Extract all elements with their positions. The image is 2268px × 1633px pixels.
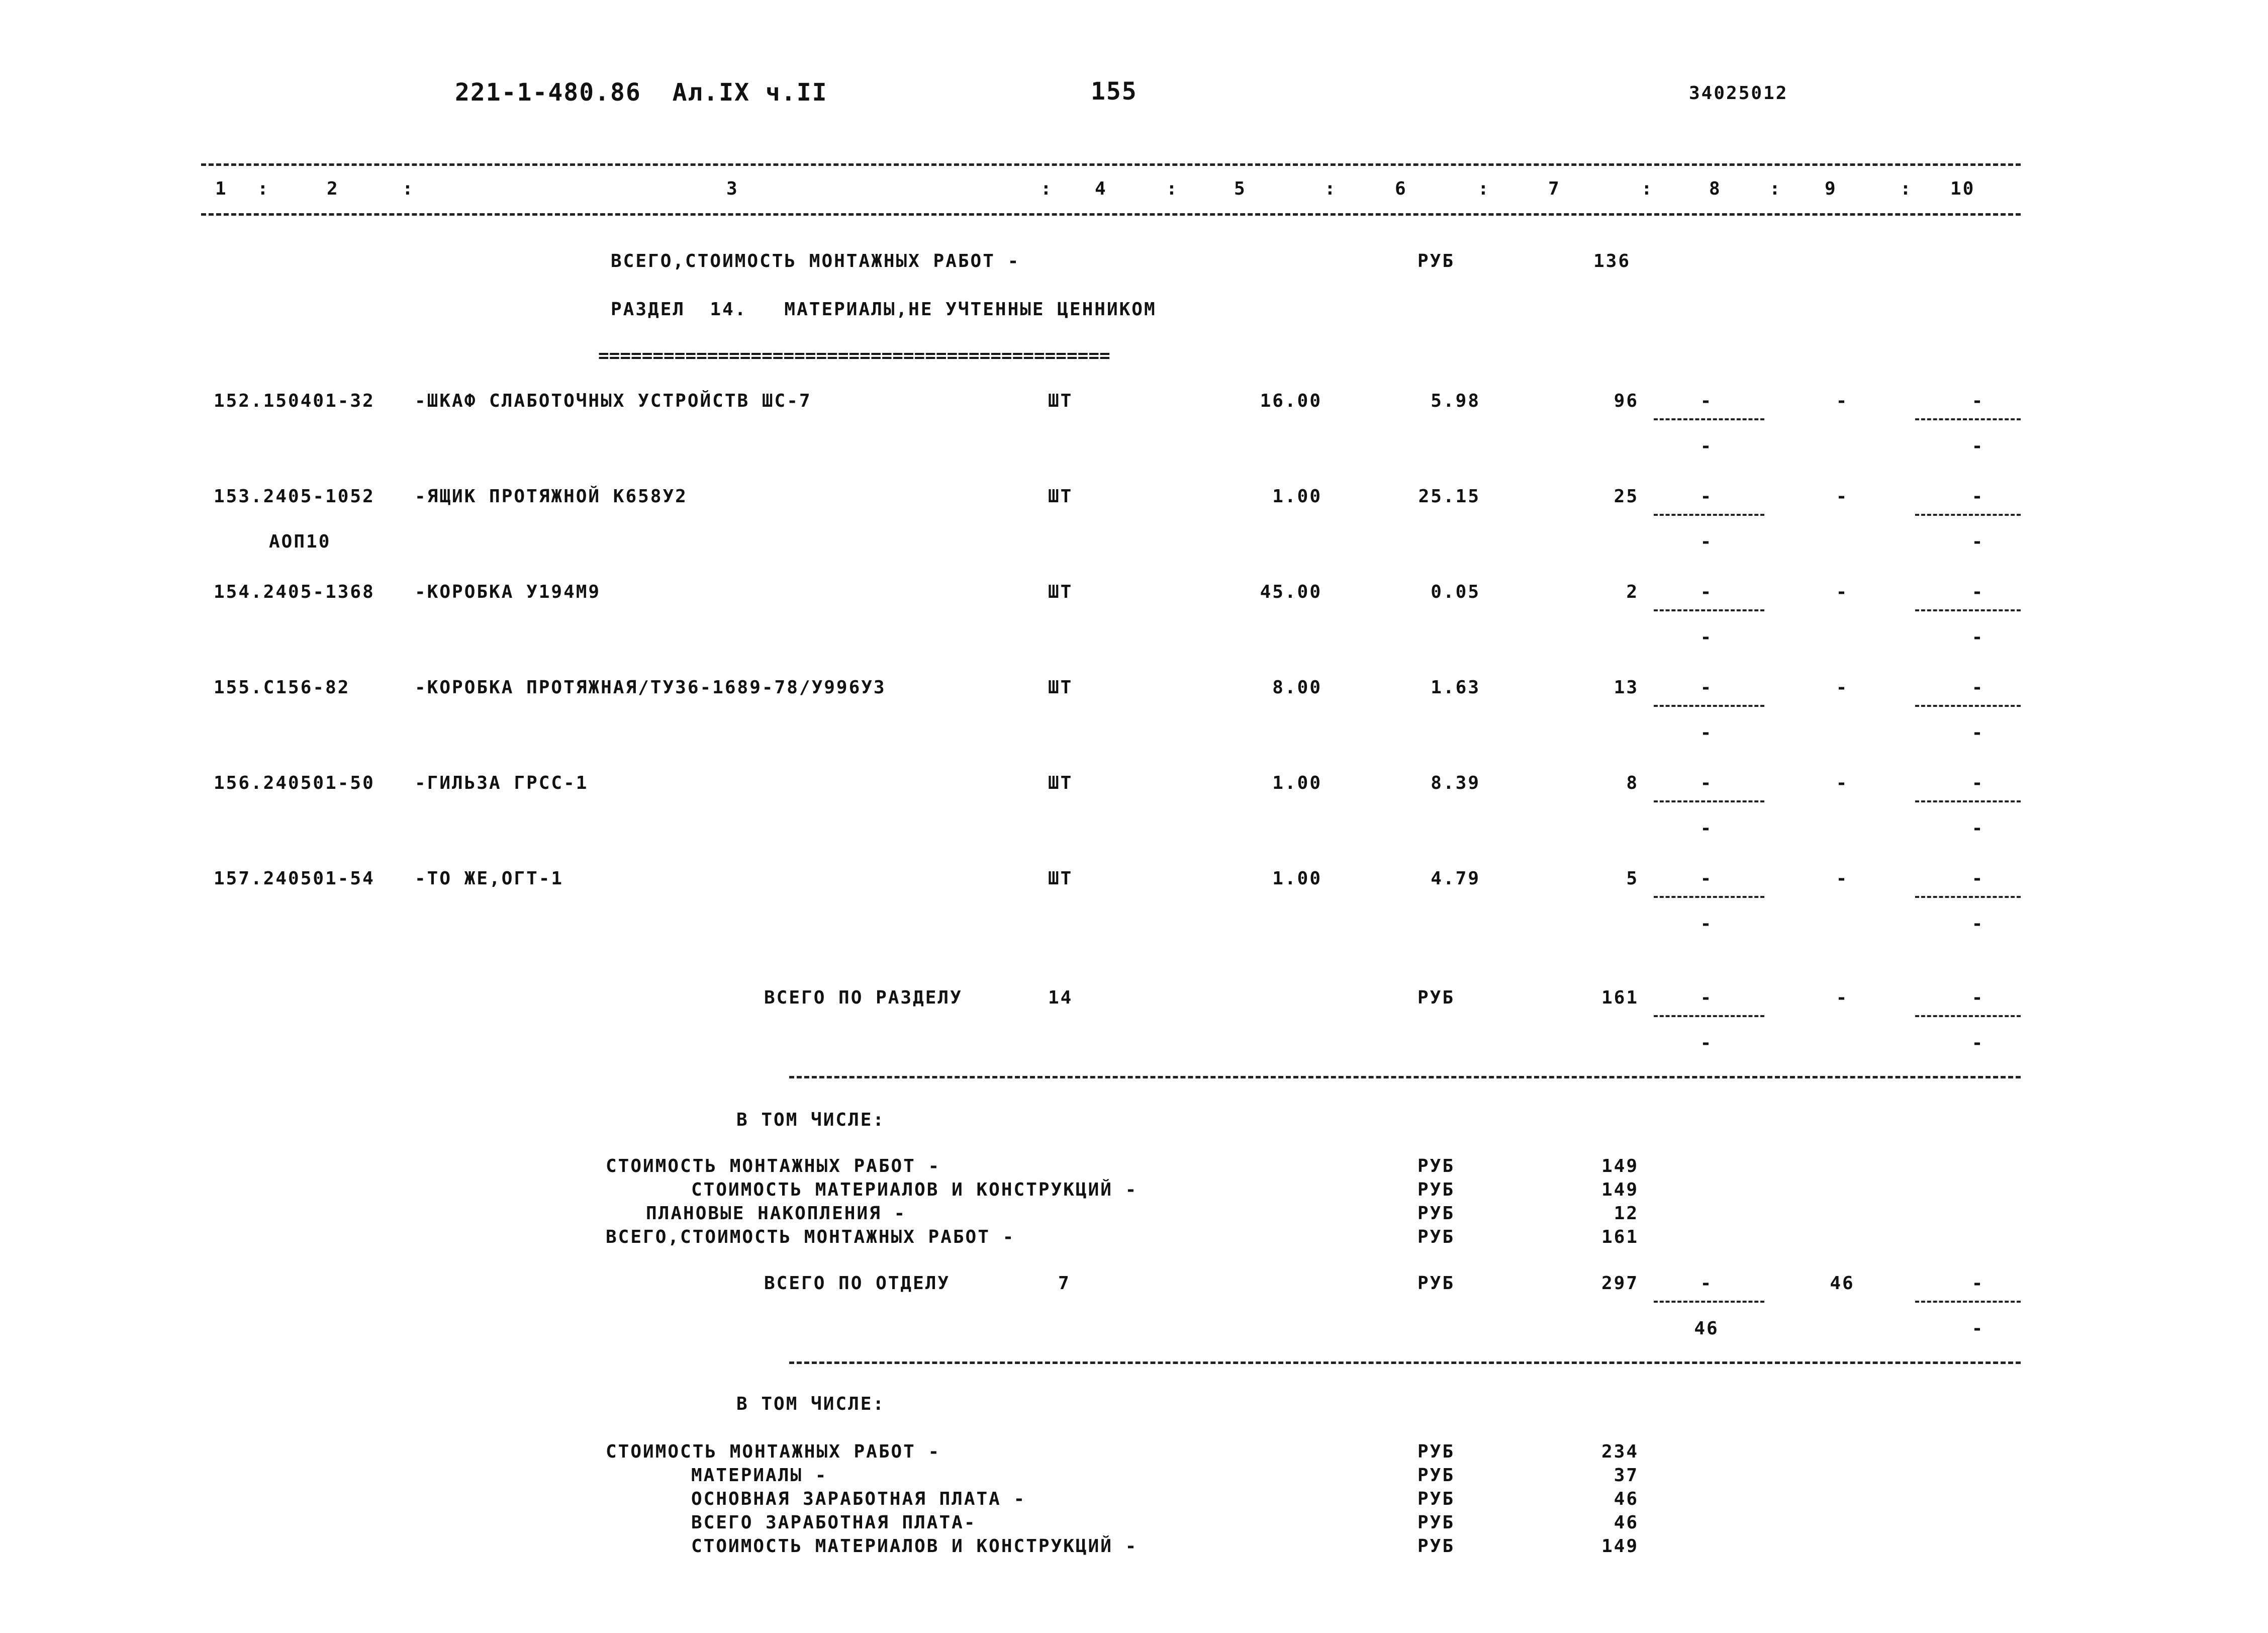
item-col9: - bbox=[1836, 677, 1849, 698]
column-separator: : bbox=[257, 178, 270, 199]
item-total: 2 bbox=[1626, 582, 1639, 602]
department-total-col8-top: - bbox=[1700, 1273, 1713, 1294]
item-col9: - bbox=[1836, 868, 1849, 889]
column-separator: : bbox=[1166, 178, 1179, 199]
item-col8-top: - bbox=[1700, 868, 1713, 889]
breakdown-unit: РУБ bbox=[1418, 1227, 1455, 1247]
breakdown-value: 46 bbox=[1614, 1489, 1639, 1509]
column-number: 5 bbox=[1234, 178, 1247, 199]
breakdown-label: ПЛАНОВЫЕ НАКОПЛЕНИЯ - bbox=[646, 1203, 907, 1224]
item-col8-bottom: - bbox=[1700, 722, 1713, 743]
item-col8-rule bbox=[1654, 418, 1764, 420]
breakdown-value: 149 bbox=[1601, 1536, 1639, 1557]
item-name: -ТО ЖЕ,ОГТ-1 bbox=[415, 868, 564, 889]
item-unit: ШТ bbox=[1048, 486, 1073, 507]
breakdown-value: 37 bbox=[1614, 1465, 1639, 1486]
header-rule-bottom bbox=[201, 213, 2021, 216]
department-total-unit: РУБ bbox=[1418, 1273, 1455, 1294]
item-name: -ШКАФ СЛАБОТОЧНЫХ УСТРОЙСТВ ШС-7 bbox=[415, 391, 812, 411]
department-total-col8-bottom: 46 bbox=[1694, 1318, 1719, 1339]
breakdown-label: ВСЕГО,СТОИМОСТЬ МОНТАЖНЫХ РАБОТ - bbox=[606, 1227, 1015, 1247]
item-code: 153.2405-1052 bbox=[214, 486, 375, 507]
column-number: 3 bbox=[726, 178, 739, 199]
item-name: -КОРОБКА У194М9 bbox=[415, 582, 601, 602]
item-quantity: 1.00 bbox=[1272, 486, 1322, 507]
breakdown-unit: РУБ bbox=[1418, 1536, 1455, 1557]
item-code: 152.150401-32 bbox=[214, 391, 375, 411]
section-title-underline: =============================================== bbox=[598, 345, 1110, 366]
breakdown-label: СТОИМОСТЬ МОНТАЖНЫХ РАБОТ - bbox=[606, 1156, 941, 1176]
item-quantity: 45.00 bbox=[1260, 582, 1322, 602]
section-total-col8-rule bbox=[1654, 1015, 1764, 1017]
item-unit: ШТ bbox=[1048, 677, 1073, 698]
item-col10-top: - bbox=[1971, 677, 1984, 698]
item-col10-top: - bbox=[1971, 582, 1984, 602]
breakdown-label: СТОИМОСТЬ МАТЕРИАЛОВ И КОНСТРУКЦИЙ - bbox=[691, 1536, 1138, 1557]
breakdown-label: МАТЕРИАЛЫ - bbox=[691, 1465, 828, 1486]
item-unit: ШТ bbox=[1048, 868, 1073, 889]
item-unit-price: 0.05 bbox=[1431, 582, 1480, 602]
column-number: 10 bbox=[1950, 178, 1975, 199]
item-code: 156.240501-50 bbox=[214, 773, 375, 793]
column-number: 2 bbox=[327, 178, 339, 199]
item-quantity: 1.00 bbox=[1272, 773, 1322, 793]
item-col10-rule bbox=[1915, 800, 2021, 802]
column-number: 7 bbox=[1548, 178, 1561, 199]
item-name: -ЯЩИК ПРОТЯЖНОЙ К658У2 bbox=[415, 486, 688, 507]
item-total: 8 bbox=[1626, 773, 1639, 793]
breakdown-label: СТОИМОСТЬ МАТЕРИАЛОВ И КОНСТРУКЦИЙ - bbox=[691, 1180, 1138, 1200]
item-col10-bottom: - bbox=[1971, 914, 1984, 934]
column-separator: : bbox=[1900, 178, 1913, 199]
header-rule-top bbox=[201, 163, 2021, 166]
item-col8-rule bbox=[1654, 705, 1764, 707]
item-quantity: 8.00 bbox=[1272, 677, 1322, 698]
breakdown-label: ОСНОВНАЯ ЗАРАБОТНАЯ ПЛАТА - bbox=[691, 1489, 1026, 1509]
summary-top-label: ВСЕГО,СТОИМОСТЬ МОНТАЖНЫХ РАБОТ - bbox=[611, 251, 1020, 271]
item-col10-bottom: - bbox=[1971, 722, 1984, 743]
section-total-unit: РУБ bbox=[1418, 987, 1455, 1008]
item-col10-top: - bbox=[1971, 391, 1984, 411]
breakdown-value: 161 bbox=[1601, 1227, 1639, 1247]
item-col9: - bbox=[1836, 773, 1849, 793]
breakdown-value: 12 bbox=[1614, 1203, 1639, 1224]
section-total-col10-top: - bbox=[1971, 987, 1984, 1008]
breakdown2-heading: В ТОМ ЧИСЛЕ: bbox=[736, 1394, 886, 1414]
department-total-col10-rule bbox=[1915, 1301, 2021, 1303]
breakdown-unit: РУБ bbox=[1418, 1465, 1455, 1486]
section-total-col8-top: - bbox=[1700, 987, 1713, 1008]
section-total-value: 161 bbox=[1601, 987, 1639, 1008]
column-separator: : bbox=[402, 178, 415, 199]
item-col8-rule bbox=[1654, 800, 1764, 802]
department-total-col10-top: - bbox=[1971, 1273, 1984, 1294]
column-separator: : bbox=[1041, 178, 1053, 199]
department-total-col9: 46 bbox=[1830, 1273, 1855, 1294]
item-col8-rule bbox=[1654, 514, 1764, 516]
item-total: 96 bbox=[1614, 391, 1639, 411]
item-quantity: 16.00 bbox=[1260, 391, 1322, 411]
item-unit-price: 1.63 bbox=[1431, 677, 1480, 698]
item-name: -КОРОБКА ПРОТЯЖНАЯ/ТУ36-1689-78/У996У3 bbox=[415, 677, 886, 698]
item-col9: - bbox=[1836, 486, 1849, 507]
doc-code: 221-1-480.86 Ал.IX ч.II bbox=[455, 78, 828, 107]
column-number: 4 bbox=[1095, 178, 1107, 199]
doc-number: 34025012 bbox=[1689, 83, 1788, 104]
section-total-col8-bottom: - bbox=[1700, 1033, 1713, 1053]
item-col8-bottom: - bbox=[1700, 914, 1713, 934]
item-quantity: 1.00 bbox=[1272, 868, 1322, 889]
item-col8-top: - bbox=[1700, 391, 1713, 411]
item-col8-bottom: - bbox=[1700, 627, 1713, 648]
column-number: 8 bbox=[1709, 178, 1722, 199]
item-col10-rule bbox=[1915, 418, 2021, 420]
section-total-col9: - bbox=[1836, 987, 1849, 1008]
column-number: 9 bbox=[1825, 178, 1837, 199]
breakdown-unit: РУБ bbox=[1418, 1489, 1455, 1509]
item-unit: ШТ bbox=[1048, 773, 1073, 793]
item-col8-bottom: - bbox=[1700, 436, 1713, 457]
item-col10-rule bbox=[1915, 896, 2021, 898]
item-col10-rule bbox=[1915, 514, 2021, 516]
item-total: 25 bbox=[1614, 486, 1639, 507]
column-separator: : bbox=[1769, 178, 1782, 199]
breakdown-unit: РУБ bbox=[1418, 1156, 1455, 1176]
breakdown-unit: РУБ bbox=[1418, 1441, 1455, 1462]
item-col10-rule bbox=[1915, 609, 2021, 611]
item-col10-top: - bbox=[1971, 868, 1984, 889]
item-code: 155.С156-82 bbox=[214, 677, 350, 698]
item-unit: ШТ bbox=[1048, 582, 1073, 602]
item-col10-bottom: - bbox=[1971, 531, 1984, 552]
rule-after-section-total bbox=[789, 1076, 2021, 1078]
breakdown1-heading: В ТОМ ЧИСЛЕ: bbox=[736, 1110, 886, 1130]
item-col9: - bbox=[1836, 391, 1849, 411]
item-col10-top: - bbox=[1971, 773, 1984, 793]
item-code: 154.2405-1368 bbox=[214, 582, 375, 602]
breakdown-value: 149 bbox=[1601, 1156, 1639, 1176]
item-unit-price: 25.15 bbox=[1418, 486, 1480, 507]
department-total-label: ВСЕГО ПО ОТДЕЛУ bbox=[764, 1273, 951, 1294]
item-col10-bottom: - bbox=[1971, 436, 1984, 457]
item-col10-bottom: - bbox=[1971, 818, 1984, 839]
section-total-number: 14 bbox=[1048, 987, 1073, 1008]
item-col8-top: - bbox=[1700, 486, 1713, 507]
item-col10-rule bbox=[1915, 705, 2021, 707]
section-total-col10-bottom: - bbox=[1971, 1033, 1984, 1053]
item-col8-top: - bbox=[1700, 773, 1713, 793]
summary-top-value: 136 bbox=[1593, 251, 1631, 271]
item-unit-price: 8.39 bbox=[1431, 773, 1480, 793]
item-total: 5 bbox=[1626, 868, 1639, 889]
breakdown-unit: РУБ bbox=[1418, 1512, 1455, 1533]
column-separator: : bbox=[1478, 178, 1490, 199]
section-total-label: ВСЕГО ПО РАЗДЕЛУ bbox=[764, 987, 963, 1008]
department-total-col10-bottom: - bbox=[1971, 1318, 1984, 1339]
summary-top-unit: РУБ bbox=[1418, 251, 1455, 271]
breakdown-unit: РУБ bbox=[1418, 1203, 1455, 1224]
breakdown-value: 149 bbox=[1601, 1180, 1639, 1200]
item-name: -ГИЛЬЗА ГРСС-1 bbox=[415, 773, 589, 793]
item-name-continued: АОП10 bbox=[269, 531, 331, 552]
item-col8-top: - bbox=[1700, 582, 1713, 602]
breakdown-value: 46 bbox=[1614, 1512, 1639, 1533]
item-unit-price: 4.79 bbox=[1431, 868, 1480, 889]
department-total-value: 297 bbox=[1601, 1273, 1639, 1294]
item-col8-bottom: - bbox=[1700, 531, 1713, 552]
item-unit-price: 5.98 bbox=[1431, 391, 1480, 411]
page-number: 155 bbox=[1091, 77, 1138, 106]
item-col8-rule bbox=[1654, 609, 1764, 611]
item-col8-bottom: - bbox=[1700, 818, 1713, 839]
item-col10-bottom: - bbox=[1971, 627, 1984, 648]
column-number: 1 bbox=[215, 178, 228, 199]
item-total: 13 bbox=[1614, 677, 1639, 698]
section-title: РАЗДЕЛ 14. МАТЕРИАЛЫ,НЕ УЧТЕННЫЕ ЦЕННИКОМ bbox=[611, 299, 1157, 320]
breakdown-unit: РУБ bbox=[1418, 1180, 1455, 1200]
item-col8-top: - bbox=[1700, 677, 1713, 698]
column-separator: : bbox=[1641, 178, 1654, 199]
item-col9: - bbox=[1836, 582, 1849, 602]
rule-after-department-total bbox=[789, 1362, 2021, 1364]
section-total-col10-rule bbox=[1915, 1015, 2021, 1017]
breakdown-value: 234 bbox=[1601, 1441, 1639, 1462]
column-separator: : bbox=[1325, 178, 1337, 199]
column-number: 6 bbox=[1395, 178, 1407, 199]
item-code: 157.240501-54 bbox=[214, 868, 375, 889]
item-col10-top: - bbox=[1971, 486, 1984, 507]
item-col8-rule bbox=[1654, 896, 1764, 898]
item-unit: ШТ bbox=[1048, 391, 1073, 411]
breakdown-label: ВСЕГО ЗАРАБОТНАЯ ПЛАТА- bbox=[691, 1512, 977, 1533]
department-total-col8-rule bbox=[1654, 1301, 1764, 1303]
department-total-number: 7 bbox=[1058, 1273, 1071, 1294]
breakdown-label: СТОИМОСТЬ МОНТАЖНЫХ РАБОТ - bbox=[606, 1441, 941, 1462]
